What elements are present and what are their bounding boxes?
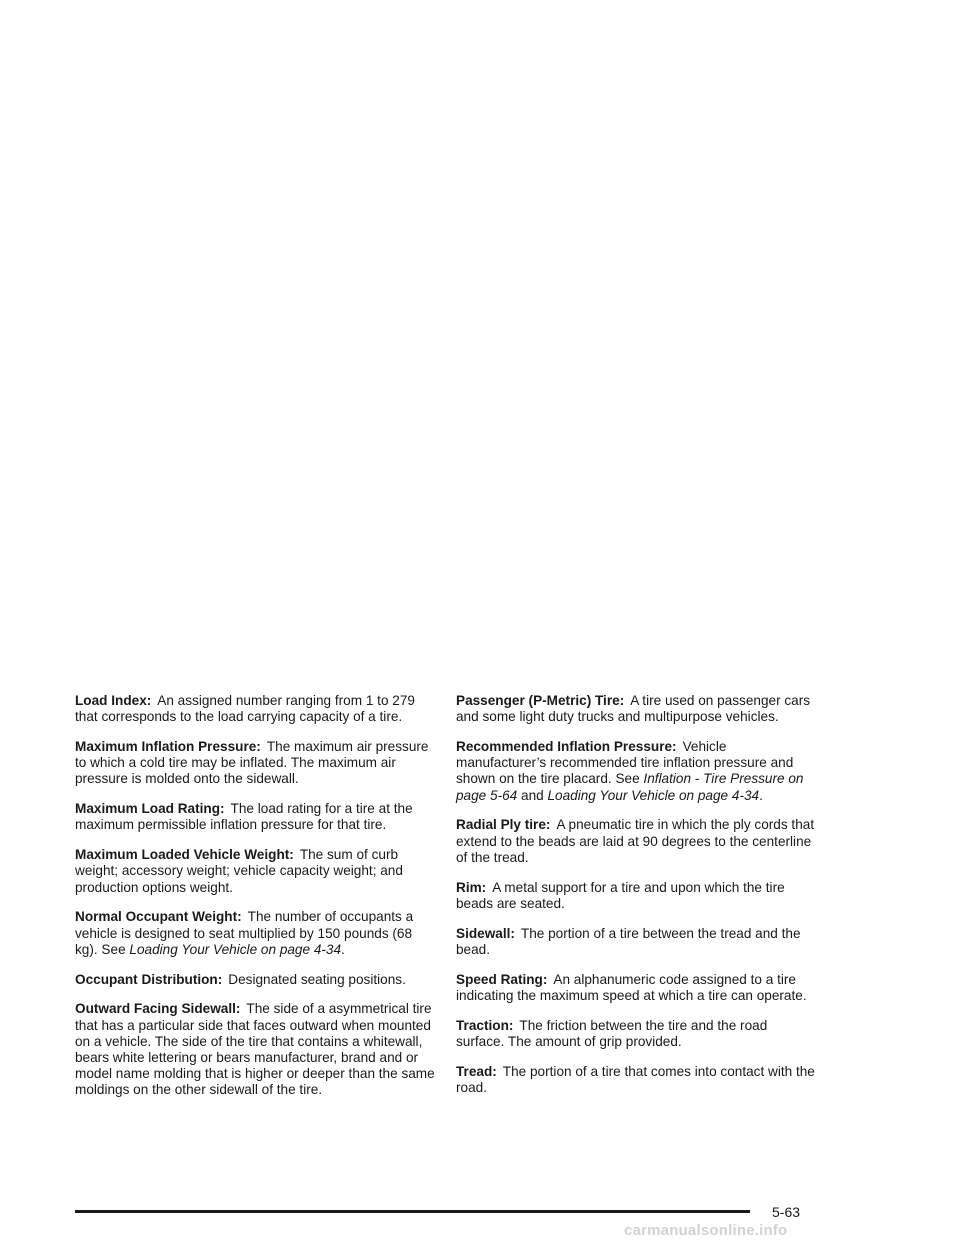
definition-text: The side of a asymmetrical tire that has a particular side that faces outward when mounted on a vehicle. The side of the tire that contains a whitewall, bears white lettering or bears manufacturer, brand and or model name molding that is higher or deeper than the same moldings on the other sidewall of the tire. xyxy=(75,1001,435,1098)
watermark: carmanualsonline.info xyxy=(624,1222,788,1239)
definition-maximum-loaded-vehicle-weight xyxy=(75,847,437,896)
term-label: Rim: xyxy=(456,879,487,895)
definition-text: Designated seating positions. xyxy=(228,971,406,987)
term-label: Outward Facing Sidewall: xyxy=(75,1001,241,1017)
definition-passenger-tire xyxy=(456,693,818,725)
cross-reference-link[interactable]: Inflation - Tire Pressure on page 5-64 xyxy=(456,771,804,803)
term-label: Maximum Inflation Pressure: xyxy=(75,739,261,754)
definition-sidewall xyxy=(456,926,818,958)
definition-outward-facing-sidewall xyxy=(75,1001,437,1098)
definition-load-index xyxy=(75,693,437,725)
term-label: Load Index: xyxy=(75,693,152,708)
sentence-end: . xyxy=(341,941,345,957)
definition-rim xyxy=(456,880,818,912)
right-column xyxy=(456,693,818,1110)
definition-tread xyxy=(456,1064,818,1096)
definition-text: The number of occupants a vehicle is designed to seat multiplied by 150 pounds (68 kg). See xyxy=(75,909,414,957)
definition-text: An assigned number ranging from 1 to 279 that corresponds to the load carrying capacity of a tire. xyxy=(75,693,415,725)
definition-speed-rating xyxy=(456,972,818,1004)
term-label: Radial Ply tire: xyxy=(456,817,551,833)
definition-maximum-load-rating xyxy=(75,801,437,833)
cross-reference-link[interactable]: Loading Your Vehicle on page 4-34 xyxy=(547,787,760,803)
definition-text: The portion of a tire that comes into contact with the road. xyxy=(456,1063,815,1095)
cross-reference-link[interactable]: Loading Your Vehicle on page 4-34 xyxy=(129,941,342,957)
term-label: Sidewall: xyxy=(456,925,515,941)
definition-recommended-inflation-pressure xyxy=(456,739,818,804)
definition-radial-ply-tire xyxy=(456,817,818,866)
sentence-end: . xyxy=(759,787,763,803)
definition-text: A pneumatic tire in which the ply cords that extend to the beads are laid at 90 degrees to the centerline of the tread. xyxy=(456,817,815,865)
term-label: Recommended Inflation Pressure: xyxy=(456,739,677,754)
conjunction: and xyxy=(517,787,548,803)
definition-text: A tire used on passenger cars and some light duty trucks and multipurpose vehicles. xyxy=(456,693,811,725)
definition-text: The maximum air pressure to which a cold tire may be inflated. The maximum air pressure is molded onto the sidewall. xyxy=(75,739,429,787)
definition-traction xyxy=(456,1018,818,1050)
definition-text: The portion of a tire between the tread and the bead. xyxy=(456,925,801,957)
term-label: Passenger (P-Metric) Tire: xyxy=(456,693,625,708)
term-label: Tread: xyxy=(456,1063,497,1079)
definition-occupant-distribution xyxy=(75,972,437,988)
definition-normal-occupant-weight xyxy=(75,909,437,958)
footer-rule xyxy=(75,1210,750,1213)
definition-text: A metal support for a tire and upon which the tire beads are seated. xyxy=(456,879,785,911)
term-label: Occupant Distribution: xyxy=(75,971,223,987)
term-label: Maximum Loaded Vehicle Weight: xyxy=(75,847,294,863)
term-label: Normal Occupant Weight: xyxy=(75,909,242,925)
left-column xyxy=(75,693,437,1112)
definition-maximum-inflation-pressure xyxy=(75,739,437,788)
term-label: Traction: xyxy=(456,1017,514,1033)
term-label: Maximum Load Rating: xyxy=(75,801,225,817)
definition-text: The load rating for a tire at the maximum permissible inflation pressure for that tire. xyxy=(75,801,413,833)
page-number: 5-63 xyxy=(772,1204,801,1220)
term-label: Speed Rating: xyxy=(456,971,548,987)
definition-text: Vehicle manufacturer’s recommended tire inflation pressure and shown on the tire placard. See xyxy=(456,739,794,787)
definition-text: The sum of curb weight; accessory weight; vehicle capacity weight; and production options weight. xyxy=(75,847,403,895)
definition-text: An alphanumeric code assigned to a tire indicating the maximum speed at which a tire can operate. xyxy=(456,971,807,1003)
definition-text: The friction between the tire and the road surface. The amount of grip provided. xyxy=(456,1017,768,1049)
